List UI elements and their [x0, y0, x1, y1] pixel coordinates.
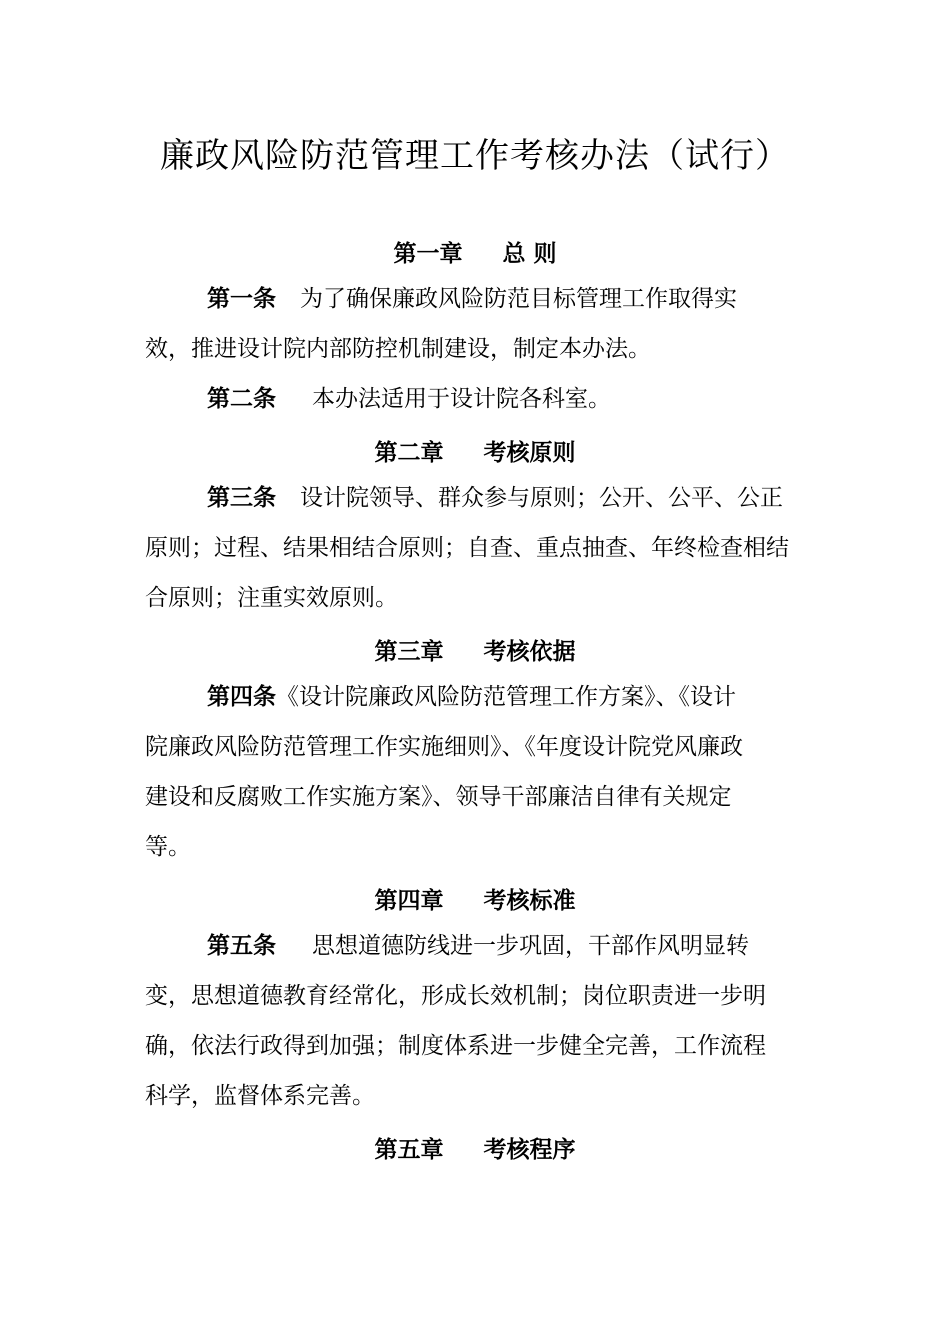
chapter-heading-5 [0, 1131, 950, 1164]
chapter-heading-2 [0, 434, 950, 467]
chapter-heading-4 [0, 882, 950, 915]
chapter-name: 考核原则 [483, 440, 576, 466]
article-line: 第三条 设计院领导、群众参与原则；公开、公平、公正 [207, 485, 783, 511]
article-line: 院廉政风险防范管理工作实施细则》、《年度设计院党风廉政 [145, 734, 743, 760]
chapter-number: 第三章 [374, 639, 444, 665]
chapter-heading-3 [0, 633, 950, 666]
article-label: 第三条 [207, 485, 276, 511]
document-title: 廉政风险防范管理工作考核办法（试行） [160, 136, 790, 176]
article-line: 等。 [145, 834, 191, 860]
article-line: 科学，监督体系完善。 [145, 1083, 375, 1109]
article-1 [145, 274, 810, 374]
chapter-number: 第五章 [374, 1137, 444, 1163]
chapter-number: 第四章 [374, 888, 444, 914]
article-line: 第四条《设计院廉政风险防范管理工作方案》、《设计 [207, 684, 736, 710]
article-line: 确，依法行政得到加强；制度体系进一步健全完善，工作流程 [145, 1033, 766, 1059]
article-line: 原则；过程、结果相结合原则；自查、重点抽查、年终检查相结 [145, 535, 789, 561]
article-line: 建设和反腐败工作实施方案》、领导干部廉洁自律有关规定 [145, 784, 732, 810]
article-line: 合原则；注重实效原则。 [145, 585, 398, 611]
article-3 [145, 473, 810, 623]
chapter-name: 总 则 [502, 241, 557, 267]
chapter-heading-1 [0, 235, 950, 268]
article-label: 第五条 [207, 933, 276, 959]
chapter-name: 考核依据 [483, 639, 576, 665]
article-line: 效，推进设计院内部防控机制建设，制定本办法。 [145, 336, 651, 362]
chapter-name: 考核标准 [483, 888, 576, 914]
article-label: 第二条 [207, 386, 276, 412]
article-line: 第二条 本办法适用于设计院各科室。 [207, 386, 611, 412]
article-line: 变，思想道德教育经常化，形成长效机制；岗位职责进一步明 [145, 983, 766, 1009]
article-label: 第一条 [207, 286, 276, 312]
article-line: 第五条 思想道德防线进一步巩固，干部作风明显转 [207, 933, 749, 959]
chapter-number: 第一章 [393, 241, 463, 267]
article-2 [145, 374, 810, 424]
article-5 [145, 921, 810, 1121]
chapter-number: 第二章 [374, 440, 444, 466]
article-line: 第一条 为了确保廉政风险防范目标管理工作取得实 [207, 286, 737, 312]
article-4 [145, 672, 810, 872]
chapter-name: 考核程序 [483, 1137, 576, 1163]
article-label: 第四条 [207, 684, 276, 710]
